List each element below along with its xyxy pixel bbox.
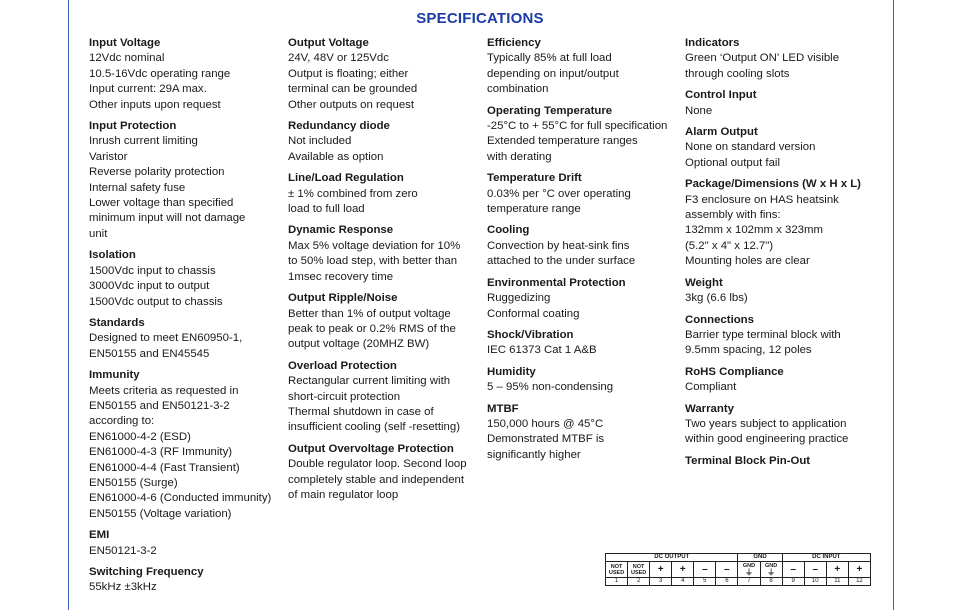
spec-line: depending on input/output (487, 67, 619, 80)
terminal-pin-symbol: NOT USED (606, 562, 628, 578)
spec-section (288, 171, 480, 217)
spec-line: Convection by heat-sink fins (487, 239, 630, 252)
spec-heading: Switching Frequency (89, 566, 204, 578)
spec-heading: Indicators (685, 37, 740, 49)
spec-line: Varistor (89, 150, 128, 163)
spec-heading: Terminal Block Pin-Out (685, 454, 811, 467)
spec-line: IEC 61373 Cat 1 A&B (487, 344, 597, 357)
spec-line: Designed to meet EN60950-1, (89, 332, 243, 345)
spec-section (685, 313, 885, 359)
spec-section (89, 565, 285, 596)
spec-line: 55kHz ±3kHz (89, 581, 157, 594)
spec-heading: Input Voltage (89, 37, 161, 49)
spec-heading: EMI (89, 529, 110, 542)
terminal-group-dc-output: DC OUTPUT (606, 554, 738, 562)
spec-line: Double regulator loop. Second loop (288, 458, 467, 471)
terminal-pin-number: 6 (716, 578, 738, 586)
spec-line: EN50121-3-2 (89, 544, 157, 557)
spec-line: Conformal coating (487, 307, 580, 320)
spec-line: Max 5% voltage deviation for 10% (288, 239, 461, 252)
spec-section (89, 528, 285, 559)
terminal-pin-number: 1 (606, 578, 628, 586)
spec-heading: Operating Temperature (487, 104, 613, 117)
spec-line: of main regulator loop (288, 488, 399, 501)
spec-line: EN50155 and EN45545 (89, 347, 210, 360)
terminal-pin-number: 8 (760, 578, 782, 586)
spec-heading: Efficiency (487, 37, 541, 49)
spec-line: EN61000-4-4 (Fast Transient) (89, 461, 240, 474)
terminal-pin-number: 3 (650, 578, 672, 586)
spec-column-2 (288, 36, 480, 503)
spec-line: completely stable and independent (288, 473, 465, 486)
spec-line: Internal safety fuse (89, 181, 186, 194)
spec-line: combination (487, 83, 549, 96)
spec-line: Other outputs on request (288, 98, 415, 111)
spec-heading: Output Voltage (288, 37, 369, 49)
spec-heading: Control Input (685, 89, 757, 102)
spec-section (89, 119, 285, 242)
terminal-pin-number: 4 (672, 578, 694, 586)
terminal-pin-symbol: – (782, 562, 804, 578)
spec-line: 1500Vdc output to chassis (89, 295, 223, 308)
spec-heading: Environmental Protection (487, 276, 626, 289)
terminal-pin-number: 9 (782, 578, 804, 586)
terminal-pin-symbol: + (848, 562, 870, 578)
spec-line: Thermal shutdown in case of (288, 405, 434, 418)
spec-section (89, 316, 285, 362)
page-border-right (893, 0, 894, 610)
terminal-pin-symbol: – (804, 562, 826, 578)
spec-line: 1500Vdc input to chassis (89, 264, 216, 277)
spec-line: 1msec recovery time (288, 270, 394, 283)
terminal-pin-symbol: – (694, 562, 716, 578)
spec-line: unit (89, 227, 108, 240)
spec-line: 12Vdc nominal (89, 52, 165, 65)
spec-section (685, 365, 885, 396)
spec-line: Rectangular current limiting with (288, 375, 451, 388)
spec-line: insufficient cooling (self -resetting) (288, 421, 460, 434)
spec-line: Input current: 29A max. (89, 83, 207, 96)
terminal-group-gnd: GND (738, 554, 782, 562)
spec-line: None on standard version (685, 141, 816, 154)
spec-section (288, 119, 480, 165)
spec-line: Typically 85% at full load (487, 52, 612, 65)
spec-heading: Warranty (685, 402, 734, 415)
spec-line: Meets criteria as requested in (89, 384, 239, 397)
page-title: SPECIFICATIONS (416, 10, 544, 27)
spec-line: Reverse polarity protection (89, 166, 225, 179)
spec-line: Better than 1% of output voltage (288, 307, 451, 320)
spec-section (487, 402, 683, 464)
spec-line: terminal can be grounded (288, 83, 418, 96)
spec-section (487, 36, 683, 98)
spec-line: short-circuit protection (288, 390, 401, 403)
terminal-group-dc-input: DC INPUT (782, 554, 870, 562)
spec-line: Demonstrated MTBF is (487, 433, 605, 446)
spec-heading: Humidity (487, 365, 536, 378)
spec-line: within good engineering practice (685, 433, 849, 446)
spec-line: assembly with fins: (685, 209, 781, 222)
spec-line: 3kg (6.6 lbs) (685, 292, 748, 305)
spec-column-3 (487, 36, 683, 463)
spec-section (288, 291, 480, 353)
spec-line: None (685, 104, 713, 117)
spec-section (288, 359, 480, 436)
spec-line: Lower voltage than specified (89, 197, 234, 210)
spec-heading: Input Protection (89, 120, 177, 133)
spec-line: Compliant (685, 381, 737, 394)
spec-line: Barrier type terminal block with (685, 328, 841, 341)
spec-line: Output is floating; either (288, 67, 409, 80)
spec-line: Inrush current limiting (89, 135, 198, 148)
spec-line: Optional output fail (685, 156, 780, 169)
terminal-pin-symbol (760, 562, 782, 578)
spec-section (685, 276, 885, 307)
spec-line: Other inputs upon request (89, 98, 221, 111)
spec-section (89, 248, 285, 310)
spec-line: to 50% load step, with better than (288, 255, 458, 268)
spec-section (487, 104, 683, 166)
terminal-pin-symbol (738, 562, 760, 578)
spec-line: 132mm x 102mm x 323mm (685, 224, 823, 237)
spec-column-1 (89, 36, 285, 596)
spec-column-4 (685, 36, 885, 469)
terminal-pin-number: 7 (738, 578, 760, 586)
spec-line: Not included (288, 135, 352, 148)
spec-section (685, 454, 885, 469)
terminal-pin-number: 2 (628, 578, 650, 586)
spec-line: EN50155 (Surge) (89, 476, 178, 489)
spec-heading: Temperature Drift (487, 172, 582, 185)
ground-icon: ⏚ (745, 567, 753, 577)
terminal-pin-number: 12 (848, 578, 870, 586)
spec-line: peak to peak or 0.2% RMS of the (288, 322, 456, 335)
terminal-pin-number: 11 (826, 578, 848, 586)
gnd-label: GND (742, 562, 756, 569)
spec-line: -25°C to + 55°C for full specification (487, 120, 668, 133)
spec-line: 10.5-16Vdc operating range (89, 67, 231, 80)
spec-section (89, 368, 285, 522)
spec-line: 150,000 hours @ 45°C (487, 417, 604, 430)
spec-line: Green ‘Output ON’ LED visible (685, 52, 840, 65)
terminal-pin-symbol: NOT USED (628, 562, 650, 578)
spec-line: output voltage (20MHZ BW) (288, 338, 430, 351)
ground-icon: ⏚ (767, 567, 776, 577)
spec-section (685, 36, 885, 82)
spec-section (288, 36, 480, 113)
spec-heading: Dynamic Response (288, 224, 394, 237)
spec-line: Available as option (288, 150, 384, 163)
spec-section (685, 402, 885, 448)
terminal-pin-symbol: + (826, 562, 848, 578)
spec-heading: Isolation (89, 249, 136, 262)
spec-line: load to full load (288, 203, 365, 216)
spec-line: according to: (89, 415, 155, 428)
spec-section (685, 125, 885, 171)
spec-line: EN61000-4-3 (RF Immunity) (89, 446, 233, 459)
spec-section (288, 223, 480, 285)
spec-section (89, 36, 285, 113)
spec-section (288, 442, 480, 504)
spec-line: temperature range (487, 203, 581, 216)
terminal-pin-symbol: – (716, 562, 738, 578)
spec-section (487, 223, 683, 269)
spec-heading: Redundancy diode (288, 120, 390, 133)
spec-heading: Connections (685, 313, 754, 326)
terminal-number-row (606, 578, 871, 586)
terminal-symbol-row (606, 562, 871, 578)
spec-line: through cooling slots (685, 67, 790, 80)
spec-section (487, 328, 683, 359)
spec-line: (5.2" x 4" x 12.7") (685, 239, 774, 252)
spec-heading: MTBF (487, 402, 519, 415)
spec-heading: Output Overvoltage Protection (288, 442, 454, 455)
spec-line: EN61000-4-6 (Conducted immunity) (89, 492, 272, 505)
spec-line: minimum input will not damage (89, 212, 246, 225)
spec-line: 0.03% per °C over operating (487, 187, 631, 200)
spec-line: 24V, 48V or 125Vdc (288, 52, 389, 65)
spec-heading: Alarm Output (685, 126, 758, 139)
spec-line: Mounting holes are clear (685, 255, 810, 268)
spec-heading: Cooling (487, 224, 530, 237)
spec-section (685, 88, 885, 119)
page-border-left (68, 0, 69, 610)
spec-line: Two years subject to application (685, 417, 847, 430)
spec-line: F3 enclosure on HAS heatsink (685, 193, 839, 206)
terminal-pin-number: 10 (804, 578, 826, 586)
spec-line: significantly higher (487, 448, 581, 461)
terminal-pin-symbol: + (650, 562, 672, 578)
spec-line: 9.5mm spacing, 12 poles (685, 344, 812, 357)
spec-line: EN50155 (Voltage variation) (89, 507, 232, 520)
spec-heading: Weight (685, 276, 723, 289)
spec-line: ± 1% combined from zero (288, 187, 418, 200)
spec-line: Extended temperature ranges (487, 135, 638, 148)
spec-heading: Overload Protection (288, 359, 397, 372)
gnd-label: GND (764, 562, 778, 569)
spec-line: Ruggedizing (487, 292, 551, 305)
spec-line: EN61000-4-2 (ESD) (89, 430, 191, 443)
spec-heading: Immunity (89, 369, 140, 382)
spec-section (487, 171, 683, 217)
spec-line: 3000Vdc input to output (89, 280, 210, 293)
spec-section (685, 177, 885, 269)
spec-heading: Output Ripple/Noise (288, 292, 398, 305)
terminal-pin-symbol: + (672, 562, 694, 578)
spec-heading: Package/Dimensions (W x H x L) (685, 178, 861, 191)
spec-line: with derating (487, 150, 552, 163)
terminal-group-row (606, 554, 871, 562)
terminal-block-diagram (605, 553, 871, 591)
spec-section (487, 365, 683, 396)
spec-line: attached to the under surface (487, 255, 636, 268)
spec-line: EN50155 and EN50121-3-2 (89, 399, 230, 412)
spec-heading: Shock/Vibration (487, 328, 574, 341)
spec-heading: RoHS Compliance (685, 365, 784, 378)
spec-heading: Line/Load Regulation (288, 172, 404, 185)
spec-heading: Standards (89, 316, 145, 329)
terminal-pin-number: 5 (694, 578, 716, 586)
spec-line: 5 – 95% non-condensing (487, 381, 614, 394)
spec-section (487, 276, 683, 322)
